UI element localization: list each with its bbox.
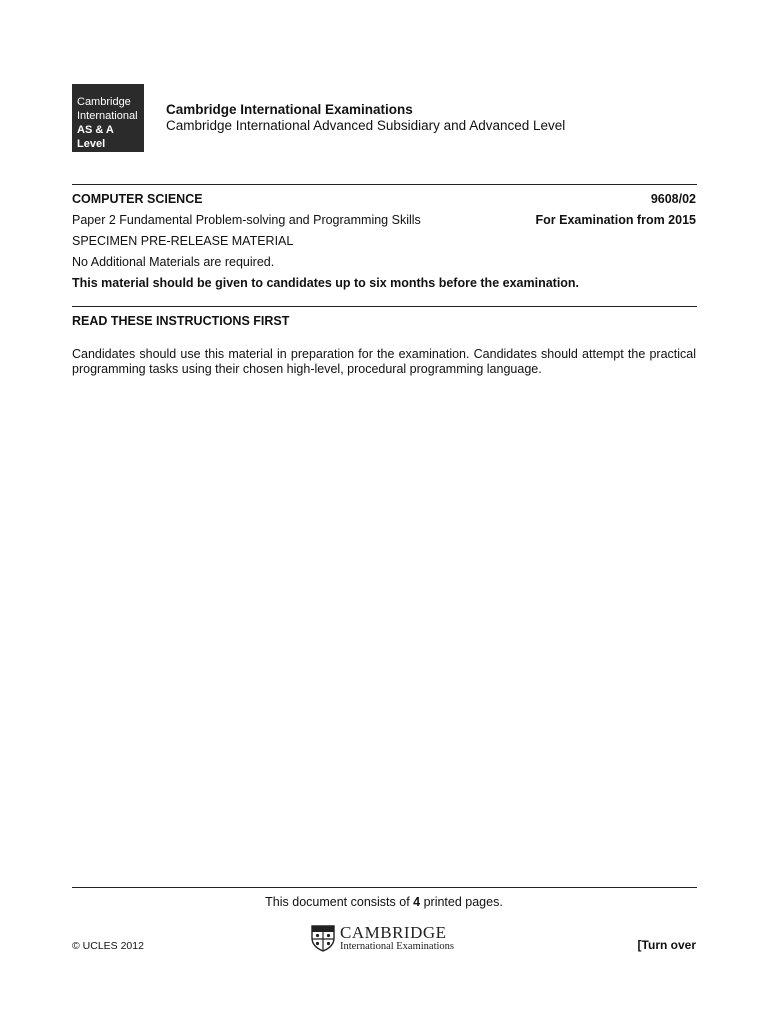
page-count-suffix: printed pages. [420,895,503,909]
logo-line-1: Cambridge [77,96,131,108]
logo-line-2: International [77,110,138,122]
brand-subtitle: International Examinations [340,941,455,952]
logo-line-3: AS & A Level [77,124,114,150]
page-count-number: 4 [413,895,421,909]
cambridge-crest-icon [310,924,336,952]
org-title: Cambridge International Examinations [166,102,413,117]
top-divider [72,184,697,185]
materials-note: No Additional Materials are required. [72,255,275,269]
turn-over-label: [Turn over [637,938,696,952]
paper-code: 9608/02 [650,192,696,206]
page-count-prefix: This document consists of [265,895,414,909]
copyright: © UCLES 2012 [72,940,144,952]
material-type: SPECIMEN PRE-RELEASE MATERIAL [72,234,294,248]
brand-word: CAMBRIDGE [340,923,447,942]
instructions-body: Candidates should use this material in preparation for the examination. Candidates should attempt the practical programming tasks using their chosen high-level, procedural programming language. [72,347,696,376]
middle-divider [72,306,697,307]
instructions-heading: READ THESE INSTRUCTIONS FIRST [72,314,290,328]
given-note: This material should be given to candidates up to six months before the examination. [72,276,580,290]
paper-title: Paper 2 Fundamental Problem-solving and Programming Skills [72,213,421,227]
exam-from: For Examination from 2015 [535,213,696,227]
page-count-line [0,895,768,909]
subject-title: COMPUTER SCIENCE [72,192,203,206]
footer-divider [72,887,697,888]
org-subtitle: Cambridge International Advanced Subsidiary and Advanced Level [166,118,566,133]
cambridge-logo [72,84,144,152]
